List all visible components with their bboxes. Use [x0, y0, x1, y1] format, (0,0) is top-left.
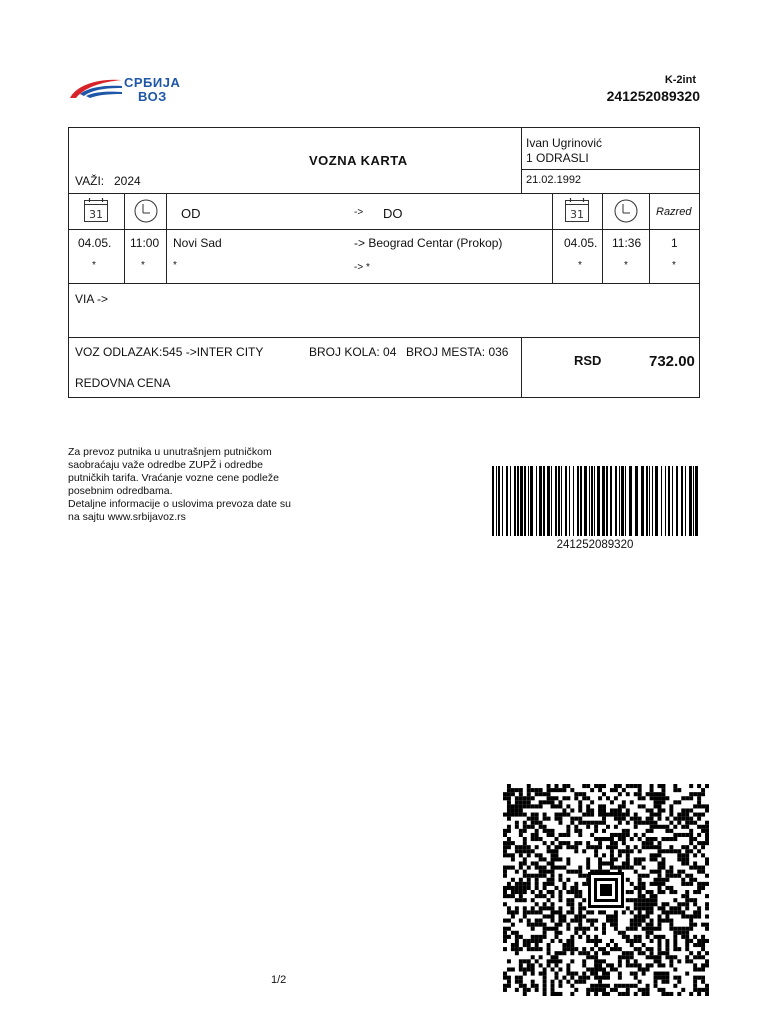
- clock-icon: [613, 198, 639, 224]
- calendar-icon: [564, 197, 590, 223]
- from-to-arrow: ->: [354, 207, 364, 218]
- divider: [124, 193, 125, 284]
- departure-date: 04.05.: [78, 236, 112, 250]
- ticket-number: 241252089320: [606, 88, 700, 104]
- placeholder-star: *: [624, 260, 628, 271]
- notice-line: Detaljne informacije o uslovima prevoza date su: [68, 498, 291, 510]
- notice-line: saobraćaju važe odredbe ZUPŽ i odredbe: [68, 459, 263, 471]
- arrival-date: 04.05.: [564, 236, 598, 250]
- passenger-name: Ivan Ugrinović: [526, 136, 603, 150]
- ticket-box: [68, 127, 700, 398]
- divider: [69, 193, 699, 194]
- ticket-type-code: K-2int: [664, 74, 696, 86]
- calendar-day-label: 31: [570, 208, 584, 221]
- logo-text-srbija: СРБИЈА: [124, 75, 181, 90]
- placeholder-star: *: [141, 260, 145, 271]
- barcode-image: [490, 466, 700, 536]
- notice-line: putničkih tarifa. Vraćanje vozne cene podleže: [68, 472, 279, 484]
- divider: [69, 229, 699, 230]
- qr-code-image: [503, 784, 709, 996]
- to-station: -> Beograd Centar (Prokop): [354, 236, 503, 250]
- notice-line: posebnim odredbama.: [68, 485, 173, 497]
- logo-text-voz: ВОЗ: [138, 89, 167, 104]
- price: 732.00: [649, 353, 695, 370]
- passenger-category: 1 ODRASLI: [526, 151, 589, 165]
- placeholder-star: *: [92, 260, 96, 271]
- valid-label: VAŽI:: [75, 174, 105, 188]
- valid-year: 2024: [114, 174, 141, 188]
- seat-number: BROJ MESTA: 036: [406, 345, 509, 359]
- currency: RSD: [574, 353, 602, 368]
- from-station: Novi Sad: [173, 236, 222, 250]
- column-to: DO: [383, 206, 403, 221]
- divider: [521, 169, 699, 170]
- placeholder-star: *: [173, 260, 177, 271]
- column-from: OD: [181, 206, 201, 221]
- divider: [521, 128, 522, 194]
- logo-swoosh-icon: [66, 72, 126, 106]
- clock-icon: [133, 198, 159, 224]
- notice-line: Za prevoz putnika u unutrašnjem putničkom: [68, 446, 272, 458]
- divider: [69, 337, 699, 338]
- train-info: VOZ ODLAZAK:545 ->INTER CITY: [75, 345, 264, 359]
- birth-date: 21.02.1992: [526, 174, 582, 186]
- calendar-day-label: 31: [89, 208, 103, 221]
- divider: [649, 193, 650, 284]
- notice-line: na sajtu www.srbijavoz.rs: [68, 511, 186, 523]
- divider: [166, 193, 167, 284]
- barcode-number: 241252089320: [556, 539, 634, 551]
- arrival-time: 11:36: [612, 236, 642, 250]
- divider: [521, 337, 522, 398]
- page-number: 1/2: [271, 974, 287, 986]
- placeholder-arrow-star: -> *: [354, 262, 370, 273]
- fare-type: REDOVNA CENA: [75, 376, 171, 390]
- via-label: VIA ->: [75, 292, 109, 306]
- class-value: 1: [671, 236, 678, 250]
- departure-time: 11:00: [130, 236, 160, 250]
- placeholder-star: *: [578, 260, 582, 271]
- srbija-voz-logo: [66, 72, 186, 106]
- divider: [69, 283, 699, 284]
- transport-notice: [68, 446, 318, 524]
- placeholder-star: *: [672, 260, 676, 271]
- divider: [552, 193, 553, 284]
- car-number: BROJ KOLA: 04: [309, 345, 397, 359]
- column-class: Razred: [656, 206, 692, 218]
- ticket-title: VOZNA KARTA: [309, 153, 408, 168]
- calendar-icon: [83, 197, 109, 223]
- divider: [602, 193, 603, 284]
